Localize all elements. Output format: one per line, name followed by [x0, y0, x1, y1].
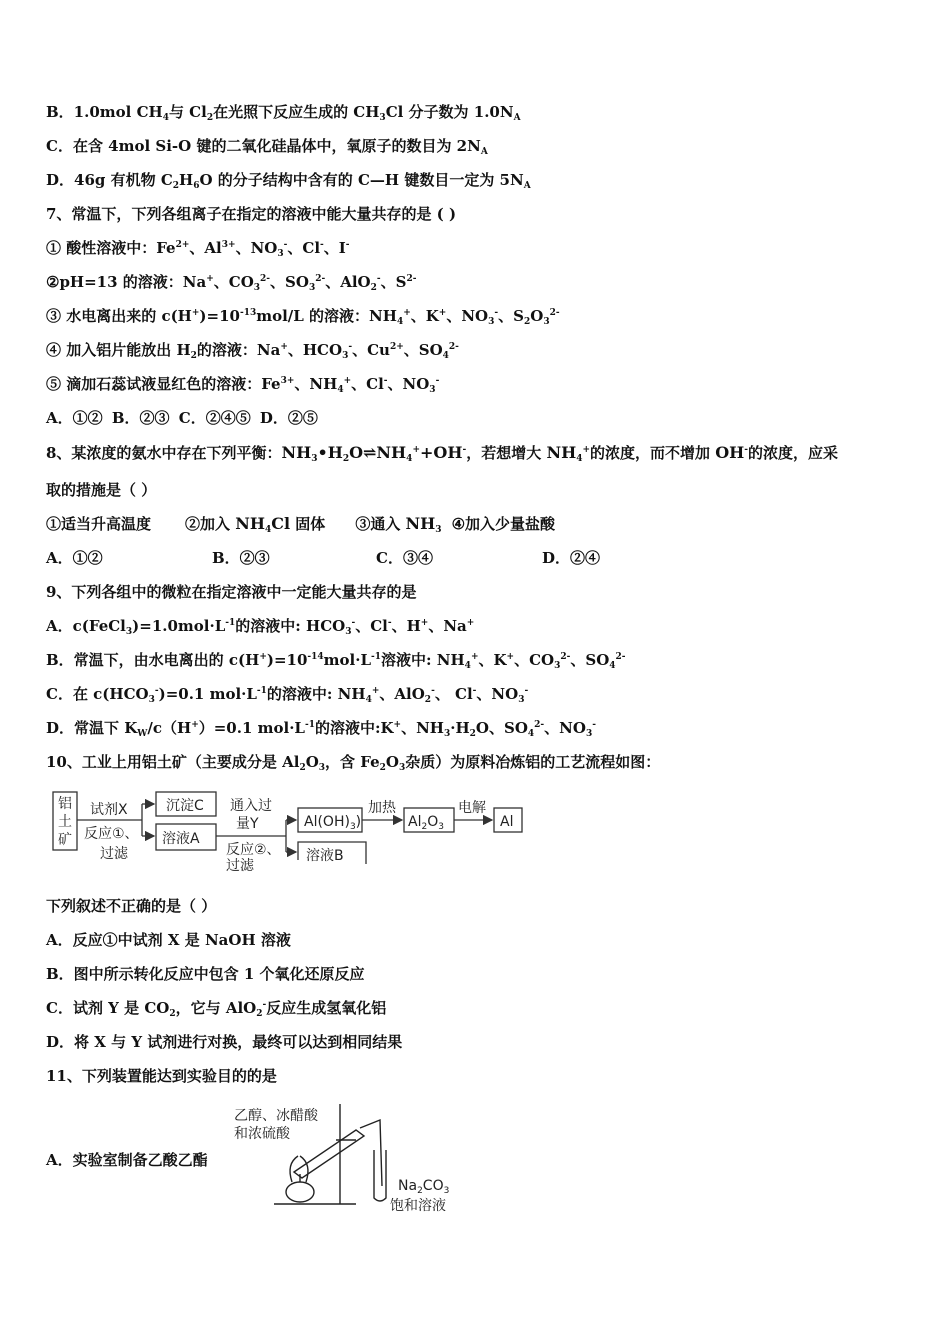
q10-option-d: D．将 X 与 Y 试剂进行对换，最终可以达到相同结果	[46, 1033, 403, 1051]
q9-option-b: B．常温下，由水电离出的 $c(H^+)=10^{-14}mol\cdot L^{-1}$溶液中: $NH_4^+$、K+、$CO_3^{2-}$、$SO_4^{2-}$	[46, 651, 626, 671]
ore-label-2: 土	[58, 814, 72, 830]
test-tube	[294, 1130, 364, 1178]
q11-stem: 11、下列装置能达到实验目的的是	[46, 1067, 277, 1085]
q8-option-a: A．①②	[46, 549, 103, 567]
reaction1-label: 反应①、	[84, 826, 139, 842]
saturated-solution-label: 饱和溶液	[390, 1198, 446, 1214]
q9-stem: 9、下列各组中的微粒在指定溶液中一定能大量共存的是	[46, 583, 417, 601]
q6-option-d: D．46g 有机物 $C_2H_6O$ 的分子结构中含有的 C—H 键数目一定为 $5N_A$	[46, 171, 531, 191]
reaction2-label: 反应②、	[226, 842, 281, 858]
heat-label: 加热	[368, 800, 396, 816]
q7-item-5: ⑤ 滴加石蕊试液显红色的溶液：$Fe^{3+}$、$NH_4^+$、Cl-、$NO_3^-$	[46, 375, 440, 395]
q7-options: A．①② B．②③ C．②④⑤ D．②⑤	[46, 409, 318, 427]
flame	[290, 1156, 298, 1182]
delivery-tube	[360, 1120, 382, 1186]
process-flow-diagram	[50, 788, 530, 874]
q8-option-d: D．②④	[542, 549, 601, 567]
reagents-label-2: 和浓硫酸	[234, 1126, 290, 1142]
q7-item-3: ③ 水电离出来的 $c(H^+)=10^{-13}mol/L$ 的溶液：$NH_4^+$、K+、$NO_3^-$、$S_2O_3^{2-}$	[46, 307, 560, 327]
electrolysis-label: 电解	[458, 800, 486, 816]
aloh3-label: $Al(OH)_3$)	[304, 814, 362, 832]
q11-option-a: A．实验室制备乙酸乙酯	[46, 1151, 208, 1169]
ore-label-1: 铝	[58, 796, 72, 812]
q7-item-1: ① 酸性溶液中：$Fe^{2+}$、$Al^{3+}$、$NO_3^-$、Cl-、I-	[46, 239, 350, 259]
ester-apparatus-diagram	[228, 1100, 468, 1216]
al-label: Al	[500, 814, 514, 830]
filter1-label: 过滤	[100, 846, 128, 862]
q7-item-4: ④ 加入铝片能放出 $H_2$的溶液：Na+、$HCO_3^-$、$Cu^{2+}$、$SO_4^{2-}$	[46, 341, 459, 361]
q7-item-2: ②pH=13 的溶液：Na+、$CO_3^{2-}$、$SO_3^{2-}$、AlO$_2$-、$S^{2-}$	[46, 273, 417, 293]
ore-label-3: 矿	[58, 832, 72, 848]
receiving-tube	[374, 1150, 386, 1201]
q8-option-b: B．②③	[212, 549, 270, 567]
q9-option-a: A．$c(FeCl_3)=1.0mol\cdot L^{-1}$的溶液中: $HCO_3^-$、Cl-、H+、Na+	[46, 617, 475, 637]
q8-measures: ①适当升高温度 ②加入 $NH_4Cl$ 固体 ③通入 $NH_3$ ④加入少量盐酸	[46, 514, 556, 535]
q10-sub-stem: 下列叙述不正确的是（ ）	[46, 897, 217, 915]
al2o3-label: $Al_2O_3$	[408, 814, 444, 832]
q6-option-c: C．在含 4mol Si-O 键的二氧化硅晶体中，氧原子的数目为 $2N_A$	[46, 137, 488, 157]
q9-option-d: D．常温下 $K_W/c(H^+)=0.1$ $mol\cdot L^{-1}$的溶液中:K+、$NH_3\cdot H_2O$、$SO_4^{2-}$、$NO_3^-$	[46, 719, 596, 739]
alcohol-lamp	[286, 1182, 314, 1202]
pass-y-label-1: 通入过	[230, 798, 272, 814]
solution-b-label: 溶液B	[306, 848, 344, 864]
solution-a-label: 溶液A	[162, 831, 200, 847]
q10-option-a: A．反应①中试剂 X 是 NaOH 溶液	[46, 931, 291, 949]
q7-stem: 7、常温下，下列各组离子在指定的溶液中能大量共存的是 ( )	[46, 205, 457, 223]
precipitate-c-label: 沉淀C	[166, 798, 204, 814]
q9-option-c: C．在 $c(HCO_3^-)=0.1$ $mol\cdot L^{-1}$的溶液中: $NH_4^+$、AlO$_2$-、 Cl-、$NO_3^-$	[46, 685, 529, 705]
na2co3-label: $Na_2CO_3$	[398, 1178, 450, 1196]
q10-option-c: C．试剂 Y 是 $CO_2$，它与 AlO$_2$-反应生成氢氧化铝	[46, 999, 387, 1019]
filter2-label: 过滤	[226, 858, 254, 874]
q8-option-c: C．③④	[376, 549, 433, 567]
pass-y-label-2: 量Y	[236, 816, 259, 832]
q8-stem: 8、某浓度的氨水中存在下列平衡：$NH_3•H_2O\rightleftharpoons NH_4^++OH^-$，若想增大 $NH_4^+$的浓度，而不增加 OH-的浓度，应采	[46, 443, 839, 464]
reagent-x-label: 试剂X	[90, 802, 128, 818]
reagents-label-1: 乙醇、冰醋酸	[234, 1108, 318, 1124]
q10-stem: 10、工业上用铝土矿（主要成分是 $Al_2O_3$，含 $Fe_2O_3$杂质）为原料冶炼铝的工艺流程如图：	[46, 753, 661, 773]
q10-option-b: B．图中所示转化反应中包含 1 个氧化还原反应	[46, 965, 365, 983]
q8-stem-2: 取的措施是（ ）	[46, 481, 157, 499]
q6-option-b: B．1.0mol $CH_4$与 $Cl_2$在光照下反应生成的 $CH_3Cl$ 分子数为 $1.0N_A$	[46, 103, 521, 123]
